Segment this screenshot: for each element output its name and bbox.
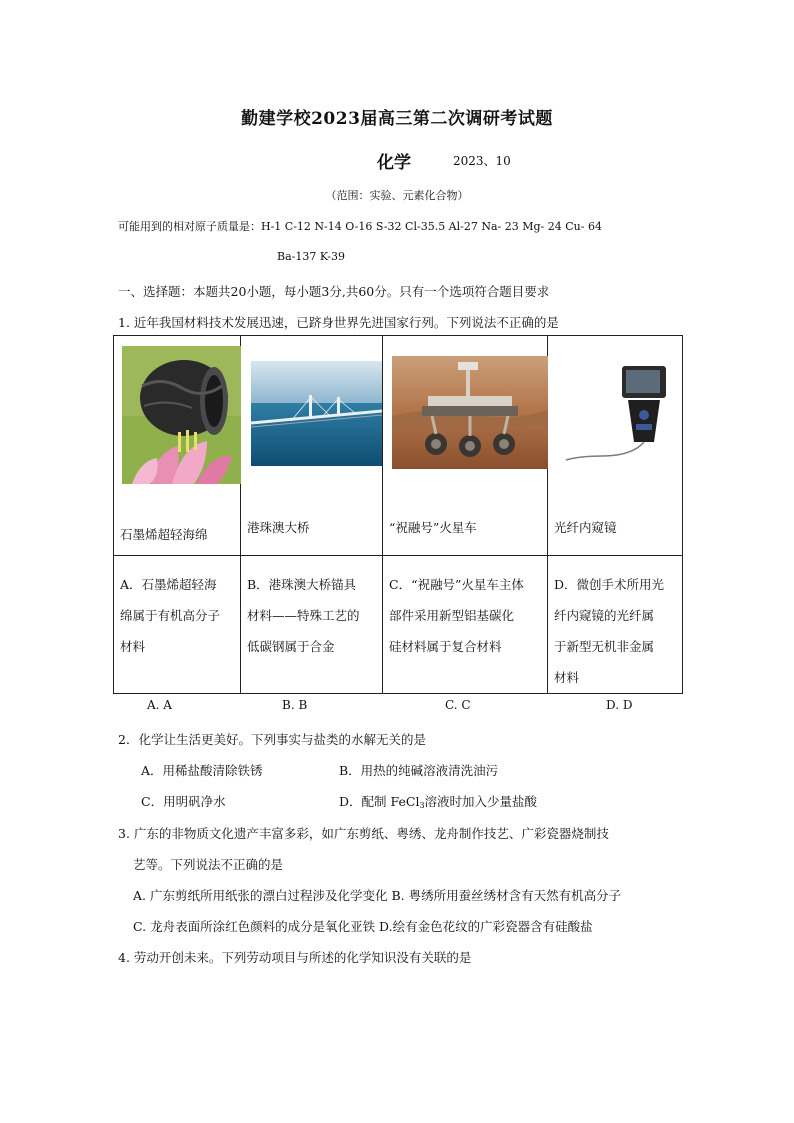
- question-2-option-b: B．用热的纯碱溶液清洗油污: [339, 763, 499, 778]
- answer-choice-b: B. B: [282, 698, 308, 712]
- option-b-line: 低碳钢属于合金: [247, 639, 335, 654]
- bridge-photo: [251, 361, 382, 466]
- caption-bridge: 港珠澳大桥: [247, 520, 310, 535]
- option-c-line: C．“祝融号”火星车主体: [389, 577, 524, 592]
- option-d-description: [548, 556, 682, 693]
- question-4-stem: 4. 劳动开创未来。下列劳动项目与所述的化学知识没有关联的是: [118, 950, 472, 965]
- option-b-line: B．港珠澳大桥锚具: [247, 577, 357, 592]
- answer-choice-c: C. C: [445, 698, 471, 712]
- section-heading: 一、选择题：本题共20小题，每小题3分,共60分。只有一个选项符合题目要求: [118, 284, 550, 299]
- endoscope-photo: [562, 360, 682, 466]
- option-d-text: D．配制 FeCl: [339, 794, 420, 809]
- subscript-3: 3: [419, 801, 425, 810]
- atomic-masses-line-2: Ba-137 K-39: [277, 250, 345, 263]
- option-c-description: [383, 556, 547, 662]
- option-b-line: 材料——特殊工艺的: [247, 608, 360, 623]
- caption-mars-rover: “祝融号”火星车: [389, 520, 477, 535]
- option-a-line: A．石墨烯超轻海: [120, 577, 217, 592]
- option-a-description: [114, 556, 240, 662]
- caption-endoscope: 光纤内窥镜: [554, 520, 617, 535]
- exam-title: 勤建学校2023届高三第二次调研考试题: [241, 109, 553, 129]
- option-d-line: D．微创手术所用光: [554, 577, 665, 592]
- option-d-line: 纤内窥镜的光纤属: [554, 608, 655, 623]
- graphene-sponge-photo: [122, 346, 241, 484]
- question-1-stem: 1. 近年我国材料技术发展迅速，已跻身世界先进国家行列。下列说法不正确的是: [118, 315, 559, 330]
- question-2-option-a: A．用稀盐酸清除铁锈: [141, 763, 263, 778]
- question-2-option-d: [339, 792, 537, 810]
- option-d-text: 溶液时加入少量盐酸: [424, 794, 538, 809]
- question-3-options-ab: A. 广东剪纸所用纸张的漂白过程涉及化学变化 B. 粤绣所用蚕丝绣材含有天然有机高分子: [133, 888, 622, 903]
- answer-choice-a: A. A: [147, 698, 172, 712]
- exam-date: 2023、10: [453, 154, 511, 168]
- atomic-masses-line-1: 可能用到的相对原子质量是：H-1 C-12 N-14 O-16 S-32 Cl-35.5 Al-27 Na- 23 Mg- 24 Cu- 64: [118, 220, 602, 233]
- mars-rover-photo: [392, 356, 548, 469]
- option-c-line: 硅材料属于复合材料: [389, 639, 502, 654]
- question-1-table: [113, 335, 683, 694]
- cell-bridge: [241, 336, 383, 556]
- question-3-stem-line-1: 3. 广东的非物质文化遗产丰富多彩，如广东剪纸、粤绣、龙舟制作技艺、广彩瓷器烧制技: [118, 826, 609, 841]
- subject-label: 化学: [377, 153, 411, 173]
- question-2-stem: 2．化学让生活更美好。下列事实与盐类的水解无关的是: [118, 732, 426, 747]
- answer-choice-d: D. D: [606, 698, 633, 712]
- option-c-line: 部件采用新型铝基碳化: [389, 608, 515, 623]
- exam-scope: （范围：实验、元素化合物）: [325, 189, 469, 202]
- question-3-stem-line-2: 艺等。下列说法不正确的是: [133, 857, 284, 872]
- caption-graphene: 石墨烯超轻海绵: [120, 527, 208, 542]
- option-d-line: 材料: [554, 670, 580, 685]
- cell-mars-rover: [383, 336, 548, 556]
- cell-graphene-sponge: [114, 336, 241, 556]
- question-2-option-c: C．用明矾净水: [141, 794, 226, 809]
- option-b-description: [241, 556, 382, 662]
- option-a-line: 绵属于有机高分子: [120, 608, 221, 623]
- option-d-line: 于新型无机非金属: [554, 639, 655, 654]
- cell-endoscope: [548, 336, 683, 556]
- question-3-options-cd: C. 龙舟表面所涂红色颜料的成分是氧化亚铁 D.绘有金色花纹的广彩瓷器含有硅酸盐: [133, 919, 593, 934]
- option-a-line: 材料: [120, 639, 146, 654]
